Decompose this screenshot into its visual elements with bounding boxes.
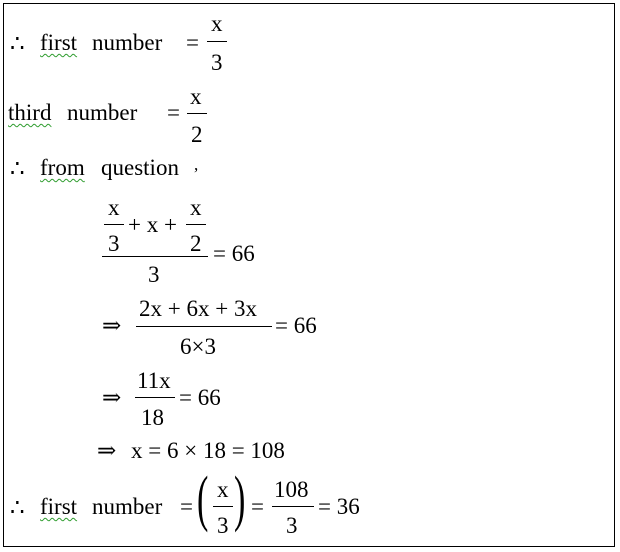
fraction-denominator: 3 — [211, 50, 223, 75]
equation-rhs: = 66 — [179, 385, 221, 410]
fraction-bar — [187, 113, 207, 114]
word-first: first — [40, 494, 78, 519]
word-question: question — [101, 155, 179, 180]
equals-sign: = — [251, 494, 264, 519]
fraction-bar — [186, 224, 206, 225]
therefore-symbol: ∴ — [10, 495, 25, 520]
word-number: number — [92, 30, 163, 55]
fraction-denominator: 3 — [108, 231, 120, 256]
right-parenthesis: ) — [234, 465, 246, 533]
therefore-symbol: ∴ — [10, 156, 25, 181]
fraction-bar — [135, 397, 175, 398]
word-from: from — [40, 155, 85, 180]
implies-arrow: ⇒ — [102, 313, 122, 338]
fraction-bar — [272, 506, 314, 507]
word-number: number — [92, 494, 163, 519]
sum-middle-term: + x + — [128, 212, 177, 237]
fraction-numerator: x — [190, 84, 202, 109]
therefore-symbol: ∴ — [10, 31, 25, 56]
fraction-numerator: x — [217, 477, 229, 502]
equation: x = 6 × 18 = 108 — [131, 438, 285, 463]
fraction-bar — [213, 506, 233, 507]
implies-arrow: ⇒ — [97, 438, 117, 463]
fraction-denominator: 3 — [217, 513, 229, 538]
fraction-denominator: 6×3 — [180, 334, 216, 359]
equals-sign: = — [180, 494, 193, 519]
main-fraction-bar — [102, 256, 208, 257]
equals-sign: = — [167, 100, 180, 125]
equation-rhs: = 36 — [318, 494, 360, 519]
equals-sign: = — [186, 30, 199, 55]
fraction-numerator: x — [108, 195, 120, 220]
left-parenthesis: ( — [197, 465, 209, 533]
fraction-denominator: 2 — [190, 231, 202, 256]
fraction-numerator: x — [190, 195, 202, 220]
fraction-bar — [104, 224, 124, 225]
equation-rhs: = 66 — [275, 313, 317, 338]
fraction-numerator: 2x + 6x + 3x — [139, 296, 257, 321]
fraction-numerator: x — [211, 11, 223, 36]
implies-arrow: ⇒ — [102, 385, 122, 410]
document-frame — [3, 3, 615, 547]
fraction-numerator: 11x — [137, 368, 171, 393]
fraction-numerator: 108 — [274, 477, 309, 502]
main-fraction-denominator: 3 — [148, 262, 160, 287]
equation-rhs: = 66 — [213, 241, 255, 266]
fraction-bar — [136, 326, 272, 327]
fraction-denominator: 2 — [191, 122, 203, 147]
word-number: number — [67, 100, 138, 125]
fraction-denominator: 18 — [141, 405, 164, 430]
fraction-bar — [207, 41, 227, 42]
word-first: first — [40, 30, 78, 55]
comma: , — [194, 155, 199, 174]
fraction-denominator: 3 — [286, 513, 298, 538]
word-third: third — [8, 100, 52, 125]
